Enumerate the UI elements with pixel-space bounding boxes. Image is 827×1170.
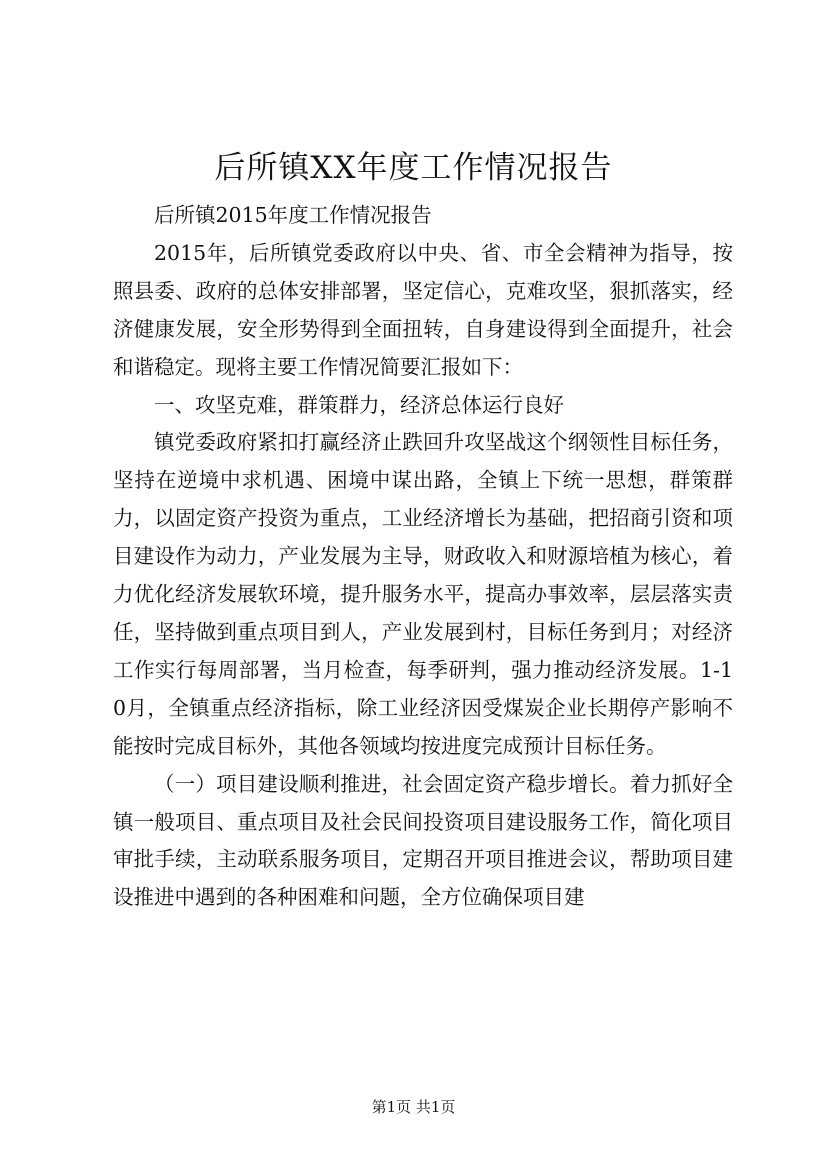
document-title: 后所镇XX年度工作情况报告 bbox=[214, 150, 613, 186]
document-subtitle: 后所镇2015年度工作情况报告 bbox=[154, 203, 432, 227]
document-body bbox=[113, 197, 733, 917]
page-footer: 第1页 共1页 bbox=[371, 1098, 456, 1116]
paragraph-intro: 2015年，后所镇党委政府以中央、省、市全会精神为指导，按照县委、政府的总体安排部署，坚定信心，克难攻坚，狠抓落实，经济健康发展，安全形势得到全面扭转，自身建设得到全面提升，社会和谐稳定。现将主要工作情况简要汇报如下： bbox=[113, 240, 733, 379]
section-heading-1: 一、攻坚克难，群策群力，经济总体运行良好 bbox=[154, 392, 564, 417]
paragraph-projects: （一）项目建设顺利推进，社会固定资产稳步增长。着力抓好全镇一般项目、重点项目及社会民间投资项目建设服务工作，简化项目审批手续，主动联系服务项目，定期召开项目推进会议，帮助项目建设推进中遇到的各种困难和问题，全方位确保项目建 bbox=[113, 771, 733, 910]
paragraph-economy: 镇党委政府紧扣打赢经济止跌回升攻坚战这个纲领性目标任务，坚持在逆境中求机遇、困境中谋出路，全镇上下统一思想，群策群力，以固定资产投资为重点，工业经济增长为基础，把招商引资和项目建设作为动力，产业发展为主导，财政收入和财源培植为核心，着力优化经济发展软环境，提升服务水平，提高办事效率，层层落实责任，坚持做到重点项目到人，产业发展到村，目标任务到月；对经济工作实行每周部署，当月检查，每季研判，强力推动经济发展。1-10月，全镇重点经济指标，除工业经济因受煤炭企业长期停产影响不能按时完成目标外，其他各领域均按进度完成预计目标任务。 bbox=[113, 430, 733, 758]
